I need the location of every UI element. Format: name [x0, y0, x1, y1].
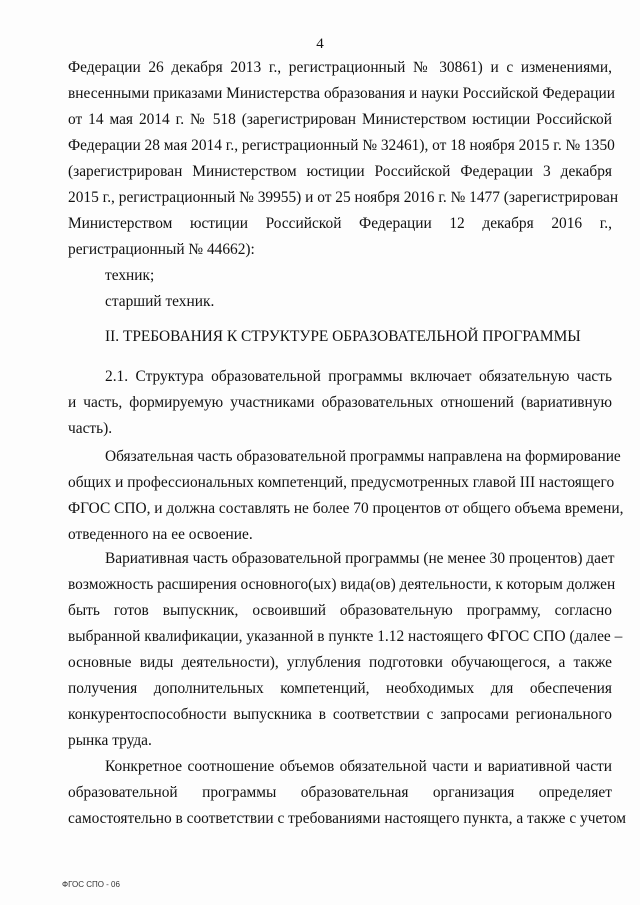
- text-line: часть).: [68, 420, 113, 437]
- text-line: Конкретное соотношение объемов обязательной части и вариативной части: [105, 758, 612, 775]
- text-line: получения дополнительных компетенций, необходимых для обеспечения: [68, 680, 612, 697]
- page-number: 4: [316, 36, 324, 52]
- text-line: конкурентоспособности выпускника в соответствии с запросами регионального: [68, 706, 612, 723]
- text-line: регистрационный № 44662):: [68, 241, 255, 258]
- text-line: общих и профессиональных компетенций, предусмотренных главой III настоящего: [68, 474, 615, 491]
- footer-code: ФГОС СПО - 06: [62, 880, 120, 889]
- text-line: Федерации 26 декабря 2013 г., регистрационный № 30861) и с изменениями,: [68, 59, 612, 76]
- paragraph-2-1: [68, 364, 612, 442]
- text-line: внесенными приказами Министерства образования и науки Российской Федерации: [68, 85, 615, 102]
- section-heading: II. ТРЕБОВАНИЯ К СТРУКТУРЕ ОБРАЗОВАТЕЛЬНОЙ ПРОГРАММЫ: [105, 328, 581, 345]
- paragraph-mandatory-part: [68, 444, 624, 548]
- text-line: отведенного на ее освоение.: [68, 526, 253, 543]
- paragraph-variable-part: [68, 546, 623, 754]
- text-line: и часть, формируемую участниками образовательных отношений (вариативную: [68, 394, 612, 411]
- text-line: (зарегистрирован Министерством юстиции Российской Федерации 3 декабря: [68, 163, 612, 180]
- text-line: быть готов выпускник, освоивший образовательную программу, согласно: [68, 602, 612, 619]
- list-item: техник;: [105, 267, 155, 284]
- text-line: образовательной программы образовательная организация определяет: [68, 784, 612, 801]
- text-line: основные виды деятельности), углубления подготовки обучающегося, а также: [68, 654, 612, 671]
- text-line: Обязательная часть образовательной программы направлена на формирование: [105, 448, 621, 465]
- text-line: 2015 г., регистрационный № 39955) и от 25 ноября 2016 г. № 1477 (зарегистрирован: [68, 189, 619, 206]
- list-item: старший техник.: [105, 293, 215, 310]
- intro-paragraph: [68, 55, 619, 315]
- text-line: рынка труда.: [68, 732, 152, 749]
- text-line: от 14 мая 2014 г. № 518 (зарегистрирован Министерством юстиции Российской: [68, 111, 612, 128]
- text-line: Вариативная часть образовательной программы (не менее 30 процентов) дает: [105, 550, 615, 567]
- text-line: 2.1. Структура образовательной программы включает обязательную часть: [105, 368, 612, 385]
- text-line: Министерством юстиции Российской Федерации 12 декабря 2016 г.,: [68, 215, 612, 232]
- text-line: возможность расширения основного(ых) вида(ов) деятельности, к которым должен: [68, 576, 616, 593]
- text-line: Федерации 28 мая 2014 г., регистрационный № 32461), от 18 ноября 2015 г. № 1350: [68, 137, 615, 154]
- text-line: ФГОС СПО, и должна составлять не более 70 процентов от общего объема времени,: [68, 500, 624, 517]
- paragraph-ratio: [68, 754, 626, 832]
- text-line: выбранной квалификации, указанной в пункте 1.12 настоящего ФГОС СПО (далее –: [68, 628, 623, 645]
- text-line: самостоятельно в соответствии с требованиями настоящего пункта, а также с учетом: [68, 810, 626, 827]
